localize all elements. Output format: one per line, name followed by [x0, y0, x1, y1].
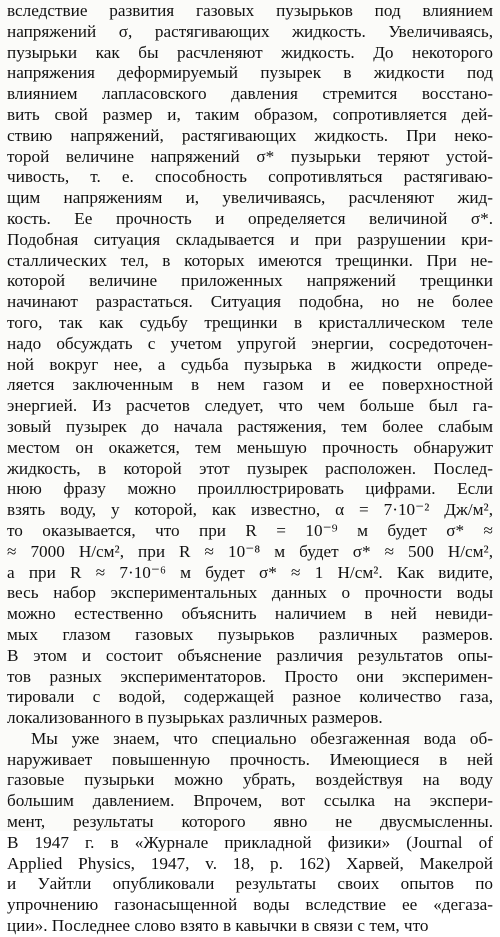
text-line: зовый пузырек до начала растяжения, тем более слабым [7, 416, 493, 436]
text-line: чивость, т. е. способность сопротивляться растягиваю- [7, 167, 493, 187]
text-line: упрочнению газонасыщенной воды вследствие ее «дегаза- [7, 895, 493, 915]
paragraph [7, 729, 493, 937]
text-line: торой величине напряжений σ* пузырьки теряют устой- [7, 146, 493, 166]
text-line: ции». Последнее слово взято в кавычки в связи с тем, что [7, 916, 429, 936]
text-line: Applied Physics, 1947, v. 18, p. 162) Харвей, Макелрой [7, 853, 493, 873]
text-line: локализованного в пузырьках различных размеров. [7, 708, 383, 728]
text-line: вследствие развития газовых пузырьков под влиянием [7, 1, 493, 20]
text-line: напряжений σ, растягивающих жидкость. Увеличиваясь, [7, 21, 493, 41]
paragraph-container [7, 1, 493, 937]
paragraph [7, 1, 493, 729]
text-line: мых глазом газовых пузырьков различных размеров. [7, 624, 493, 644]
text-line: щим напряжениям и, увеличиваясь, расчленяют жид- [7, 188, 493, 208]
text-line: мент, результаты которого явно не двусмысленны. [7, 812, 493, 832]
text-line: В этом и состоит объяснение различия результатов опы- [7, 645, 493, 665]
text-line: наруживает повышенную прочность. Имеющиеся в ней [7, 749, 493, 769]
text-line: весь набор экспериментальных данных о прочности воды [7, 583, 493, 603]
text-line: сталлических тел, в которых имеются трещинки. При не- [7, 250, 493, 270]
text-line: тов разных экспериментаторов. Просто они эксперимен- [7, 666, 493, 686]
text-line: газовые пузырьки можно убрать, воздействуя на воду [7, 770, 493, 790]
text-line: и Уайтли опубликовали результаты своих опытов по [7, 874, 493, 894]
text-line: ≈ 7000 Н/см², при R ≈ 10⁻⁸ м будет σ* ≈ 500 Н/см², [7, 541, 493, 561]
text-line: а при R ≈ 7·10⁻⁶ м будет σ* ≈ 1 Н/см². Как видите, [7, 562, 493, 582]
text-line: местом он окажется, тем меньшую прочность обнаружит [7, 437, 493, 457]
text-line: тировали с водой, содержащей разное количество газа, [7, 687, 493, 707]
text-line: которой величине приложенных напряжений трещинки [7, 271, 493, 291]
text-line: взять воду, у которой, как известно, α = 7·10⁻² Дж/м², [7, 500, 493, 520]
text-line: напряжения деформируемый пузырек в жидкости под [7, 63, 493, 83]
text-line: начинают разрастаться. Ситуация подобна, но не более [7, 292, 493, 312]
text-line: большим давлением. Впрочем, вот ссылка на экспери- [7, 791, 493, 811]
text-line: ляется заключенным в нем газом и ее поверхностной [7, 375, 493, 395]
text-line: жидкость, в которой этот пузырек расположен. Послед- [7, 458, 493, 478]
text-line: ной вокруг нее, а судьба пузырька в жидкости опреде- [7, 354, 493, 374]
text-line: кость. Ее прочность и определяется величиной σ*. [7, 208, 493, 228]
text-line: влиянием лапласовского давления стремится восстано- [7, 84, 493, 104]
text-line: Подобная ситуация складывается и при разрушении кри- [7, 229, 493, 249]
text-line: надо обсуждать с учетом упругой энергии, сосредоточен- [7, 333, 493, 353]
text-line: вить свой размер и, таким образом, сопротивляется дей- [7, 104, 493, 124]
text-line: В 1947 г. в «Журнале прикладной физики» (Journal of [7, 832, 493, 852]
text-line: нюю фразу можно проиллюстрировать цифрами. Если [7, 479, 493, 499]
text-line: того, так как судьбу трещинки в кристаллическом теле [7, 312, 493, 332]
text-line: пузырьки как бы расчленяют жидкость. До некоторого [7, 42, 493, 62]
text-line: то оказывается, что при R = 10⁻⁹ м будет σ* ≈ [7, 520, 493, 540]
text-line: можно естественно объяснить наличием в ней невиди- [7, 604, 493, 624]
text-line: Мы уже знаем, что специально обезгаженная вода об- [31, 728, 493, 748]
text-line: энергией. Из расчетов следует, что чем больше был га- [7, 396, 493, 416]
text-line: ствию напряжений, растягивающих жидкость. При неко- [7, 125, 493, 145]
